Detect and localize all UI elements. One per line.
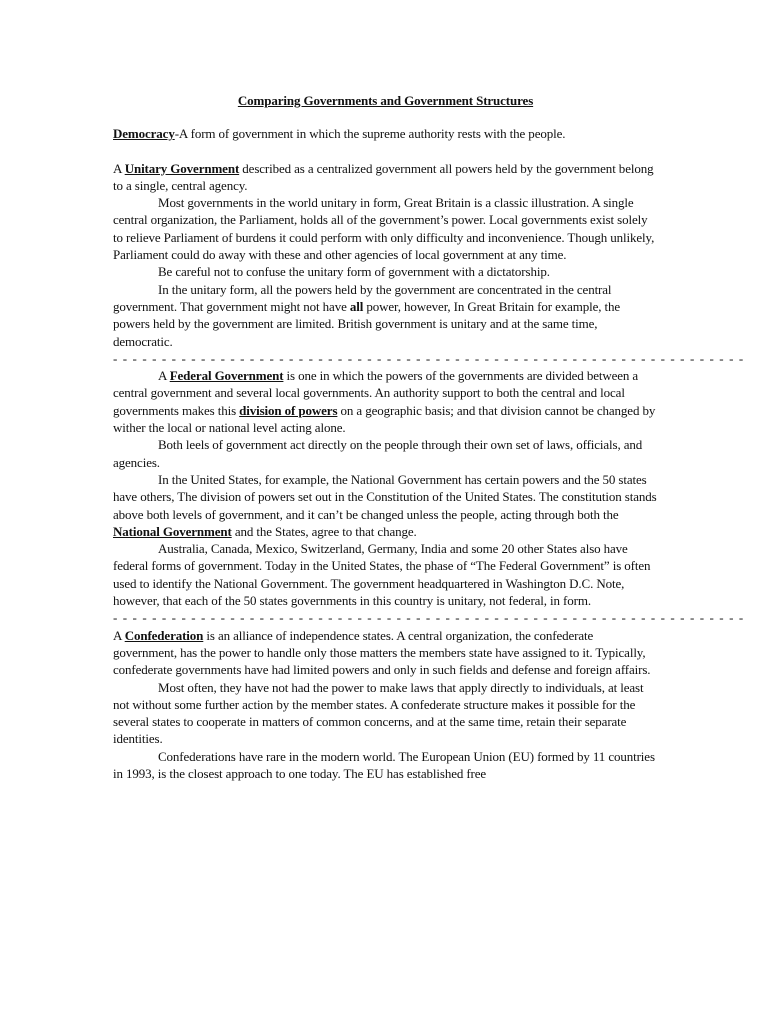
division-of-powers-term: division of powers bbox=[239, 402, 338, 418]
democracy-text: -A form of government in which the supreme authority rests with the people. bbox=[174, 126, 566, 142]
democracy-term: Democracy bbox=[113, 126, 175, 142]
federal-p2-text-b: and the States, agree to that change. bbox=[231, 523, 417, 539]
unitary-paragraph-3 bbox=[113, 281, 658, 350]
unitary-intro-lead: A bbox=[113, 160, 125, 176]
unitary-term: Unitary Government bbox=[124, 160, 240, 176]
confederation-term: Confederation bbox=[124, 627, 204, 643]
federal-p2-text-a: In the United States, for example, the National Government has certain powers and the 50 states have others, The division of powers set out in the Constitution of the United States. The constitution stands above both levels of government, and it can’t be changed unless the people, acting through both the bbox=[113, 471, 657, 522]
federal-paragraph-3: Australia, Canada, Mexico, Switzerland, Germany, India and some 20 other States also have federal forms of government. Today in the United States, the phase of “The Federal Government” is often used to identify the National Government. The government headquartered in Washington D.C. Note, however, that each of the 50 states governments in this country is unitary, not federal, in form. bbox=[113, 541, 651, 609]
federal-paragraph-1: Both leels of government act directly on the people through their own set of laws, officials, and agencies. bbox=[113, 437, 643, 470]
federal-intro-lead: A bbox=[158, 368, 170, 384]
federal-paragraph-2 bbox=[113, 471, 658, 540]
unitary-intro-text: described as a centralized government all powers held by the government belong to a single, central agency. bbox=[113, 160, 654, 193]
section-separator-1: - - - - - - - - - - - - - - - - - - - - - - - - - - - - - - - - - - - - - - - - - - - - - - - - - - - - - - - - - - - - - - - - - bbox=[113, 350, 745, 366]
confederation-intro-lead: A bbox=[113, 627, 125, 643]
confederation-paragraph-2: Confederations have rare in the modern world. The European Union (EU) formed by 11 countries in 1993, is the closest approach to one today. The EU has established free bbox=[113, 748, 655, 781]
federal-term: Federal Government bbox=[169, 368, 284, 384]
unitary-definition bbox=[113, 160, 658, 195]
unitary-p3-text-a: In the unitary form, all the powers held by the government are concentrated in the central government. That government might not have bbox=[113, 281, 612, 314]
unitary-p3-bold: all bbox=[349, 298, 364, 314]
confederation-paragraph-1: Most often, they have not had the power to make laws that apply directly to individuals, at least not without some further action by the member states. A confederate structure makes it possible for the several states to cooperate in matters of common concerns, and at the same time, retain their separate identities. bbox=[113, 679, 644, 747]
unitary-paragraph-1: Most governments in the world unitary in form, Great Britain is a classic illustration. A single central organization, the Parliament, holds all of the government’s power. Local governments exist solely to relieve Parliament of burdens it could perform with only difficulty and inconvenience. Though unlikely, Parliament could do away with these and other agencies of local government at any time. bbox=[113, 195, 655, 263]
federal-definition bbox=[113, 367, 658, 436]
democracy-definition bbox=[113, 125, 658, 142]
page-title: Comparing Governments and Government Structures bbox=[237, 93, 534, 108]
confederation-intro-text: is an alliance of independence states. A central organization, the confederate government, has the power to handle only those matters the members state have assigned to it. Typically, confederate governments have had limited powers and only in such fields and defense and foreign affairs. bbox=[113, 627, 651, 678]
unitary-p3-text-b: power, however, In Great Britain for example, the powers held by the government are limited. British government is unitary and at the same time, democratic. bbox=[113, 298, 621, 349]
document-body bbox=[113, 92, 745, 782]
unitary-paragraph-2: Be careful not to confuse the unitary form of government with a dictatorship. bbox=[158, 264, 550, 280]
national-government-term: National Government bbox=[113, 523, 232, 539]
federal-intro-text: is one in which the powers of the governments are divided between a central government and several local governments. An authority support to both the central and local governments makes this bbox=[113, 368, 639, 418]
confederation-definition bbox=[113, 627, 658, 679]
federal-intro-text-2: on a geographic basis; and that division cannot be changed by wither the local or national level acting alone. bbox=[113, 402, 656, 436]
section-separator-2: - - - - - - - - - - - - - - - - - - - - - - - - - - - - - - - - - - - - - - - - - - - - - - - - - - - - - - - - - - - - - - - - - bbox=[113, 610, 745, 626]
